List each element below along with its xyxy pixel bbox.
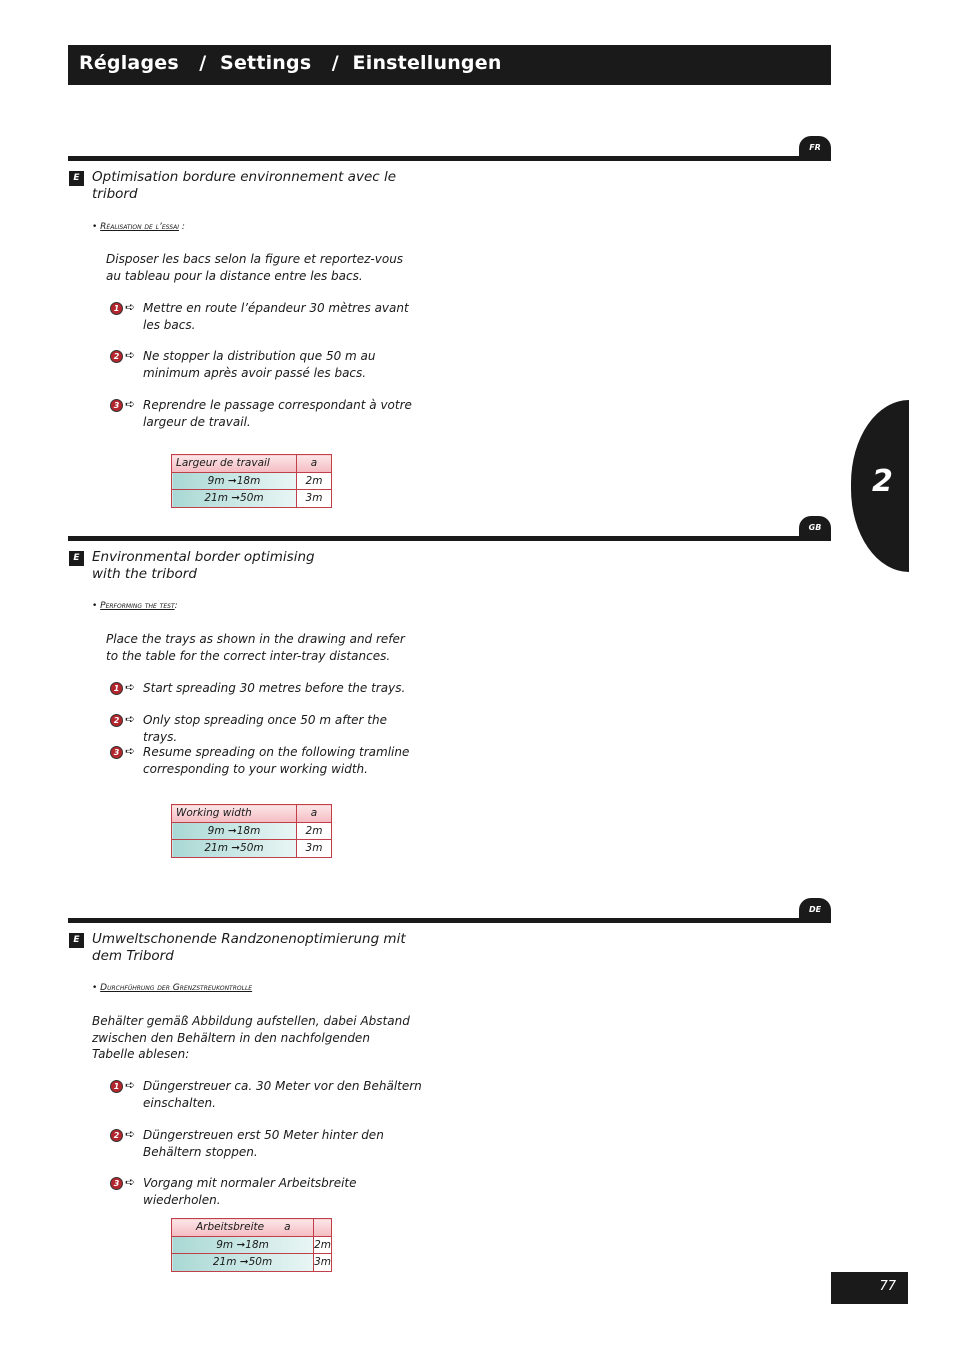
table-cell: 9m ➞18m (172, 822, 297, 840)
table-header-row (172, 455, 332, 473)
table-header-cell (314, 1219, 332, 1237)
arrow-right-icon: ➪ (125, 712, 136, 726)
step-number-badge: 2 (110, 350, 123, 363)
distance-table-fr (171, 454, 332, 508)
section-subtitle-de (92, 983, 252, 993)
subtitle-text: Performing the test (100, 601, 175, 611)
step-number-badge: 3 (110, 399, 123, 412)
arrow-right-icon: ➪ (125, 1078, 136, 1092)
intro-text-gb: Place the trays as shown in the drawing and refer to the table for the correct inter-tray distances. (106, 632, 405, 663)
distance-table-gb (171, 804, 332, 858)
arrow-right-icon: ➪ (125, 397, 136, 411)
lang-tab-fr: FR (799, 136, 831, 160)
header-title: Réglages / Settings / Einstellungen (79, 52, 502, 74)
step-text: Start spreading 30 metres before the trays. (143, 681, 406, 695)
chapter-tab (851, 400, 909, 572)
intro-text-fr: Disposer les bacs selon la figure et reportez-vous au tableau pour la distance entre les bacs. (106, 252, 404, 283)
section-rule-de (68, 918, 831, 923)
page-header (68, 45, 831, 85)
table-cell: 9m ➞18m (172, 1236, 314, 1254)
arrow-right-icon: ➪ (125, 348, 136, 362)
table-cell: 3m (314, 1254, 332, 1272)
table-cell: 21m ➞50m (172, 840, 297, 858)
arrow-right-icon: ➪ (125, 1175, 136, 1189)
table-row (172, 822, 332, 840)
section-marker-fr: E (69, 171, 84, 186)
page-number: 77 (879, 1279, 896, 1294)
distance-table-de (171, 1218, 332, 1272)
intro-text-de: Behälter gemäß Abbildung aufstellen, dabei Abstand zwischen den Behältern in den nachfolgenden Tabelle ablesen: (92, 1014, 410, 1061)
section-rule-fr (68, 156, 831, 161)
table-cell: 21m ➞50m (172, 490, 297, 508)
section-title-fr: Optimisation bordure environnement avec le tribord (92, 169, 397, 202)
step-number-badge: 1 (110, 1080, 123, 1093)
step-number-badge: 1 (110, 302, 123, 315)
step-number-badge: 3 (110, 1177, 123, 1190)
step-text: Düngerstreuen erst 50 Meter hinter den Behältern stoppen. (143, 1128, 384, 1159)
step-text: Mettre en route l’épandeur 30 mètres avant les bacs. (143, 301, 409, 332)
step-number-badge: 2 (110, 1129, 123, 1142)
subtitle-bullet: • (92, 222, 101, 232)
table-cell: 2m (314, 1236, 332, 1254)
lang-tab-de: DE (799, 898, 831, 922)
section-subtitle-fr (92, 222, 185, 232)
step-text: Resume spreading on the following tramline corresponding to your working width. (143, 745, 410, 776)
table-row (172, 840, 332, 858)
step-text: Vorgang mit normaler Arbeitsbreite wiederholen. (143, 1176, 357, 1207)
lang-tab-gb: GB (799, 516, 831, 540)
section-marker-gb: E (69, 551, 84, 566)
arrow-right-icon: ➪ (125, 680, 136, 694)
table-cell: 2m (297, 472, 332, 490)
subtitle-text: Réalisation de l’essai (100, 222, 179, 232)
section-rule-gb (68, 536, 831, 541)
table-cell: 2m (297, 822, 332, 840)
table-header-row (172, 805, 332, 823)
table-header-row (172, 1219, 332, 1237)
section-title-de: Umweltschonende Randzonenoptimierung mit dem Tribord (92, 931, 406, 964)
step-number-badge: 2 (110, 714, 123, 727)
arrow-right-icon: ➪ (125, 300, 136, 314)
table-cell: 3m (297, 840, 332, 858)
section-title-gb: Environmental border optimising with the tribord (92, 549, 315, 582)
section-marker-de: E (69, 933, 84, 948)
table-cell: 3m (297, 490, 332, 508)
subtitle-bullet: • (92, 601, 101, 611)
step-text: Only stop spreading once 50 m after the trays. (143, 713, 387, 744)
table-row (172, 472, 332, 490)
table-cell: 9m ➞18m (172, 472, 297, 490)
step-text: Reprendre le passage correspondant à votre largeur de travail. (143, 398, 412, 429)
subtitle-bullet: • (92, 983, 101, 993)
arrow-right-icon: ➪ (125, 744, 136, 758)
subtitle-suffix: : (174, 601, 178, 611)
table-header-cell: Working width (172, 805, 297, 823)
table-cell: 21m ➞50m (172, 1254, 314, 1272)
step-number-badge: 3 (110, 746, 123, 759)
chapter-number: 2 (872, 464, 893, 499)
table-header-cell: a (297, 805, 332, 823)
subtitle-text: Durchführung der Grenzstreukontrolle (100, 983, 253, 993)
table-row (172, 490, 332, 508)
step-number-badge: 1 (110, 682, 123, 695)
page-number-box (831, 1272, 908, 1304)
subtitle-suffix: : (178, 222, 185, 232)
step-text: Düngerstreuer ca. 30 Meter vor den Behältern einschalten. (143, 1079, 422, 1110)
table-header-cell: Arbeitsbreite a (172, 1219, 314, 1237)
table-row (172, 1254, 332, 1272)
arrow-right-icon: ➪ (125, 1127, 136, 1141)
table-header-cell: a (297, 455, 332, 473)
table-header-cell: Largeur de travail (172, 455, 297, 473)
step-text: Ne stopper la distribution que 50 m au minimum après avoir passé les bacs. (143, 349, 376, 380)
table-row (172, 1236, 332, 1254)
section-subtitle-gb (92, 601, 178, 611)
